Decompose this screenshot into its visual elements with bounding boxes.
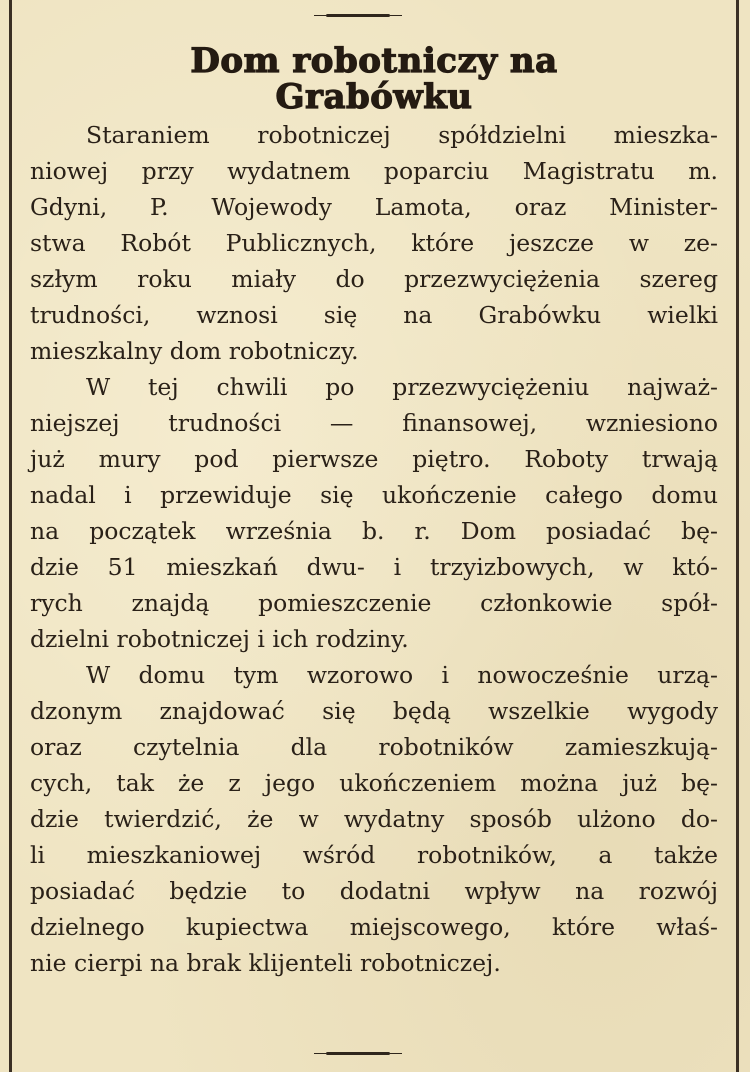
text-line: cych, tak że z jego ukończeniem można już bę- (30, 769, 718, 797)
text-line: Staraniem robotniczej spółdzielni mieszka- (86, 121, 718, 149)
headline-line-2: Grabówku (275, 77, 473, 117)
text-line: dzonym znajdować się będą wszelkie wygody (30, 697, 718, 725)
text-line: niowej przy wydatnem poparciu Magistratu m. (30, 157, 718, 185)
text-line: oraz czytelnia dla robotników zamieszkują- (30, 733, 718, 761)
top-ornament-divider (326, 14, 390, 17)
bottom-ornament-divider (326, 1052, 390, 1055)
text-line: dzie twierdzić, że w wydatny sposób ulżono do- (30, 805, 718, 833)
text-line: W domu tym wzorowo i nowocześnie urzą- (86, 661, 718, 689)
text-line: posiadać będzie to dodatni wpływ na rozwój (30, 877, 718, 905)
text-line: na początek września b. r. Dom posiadać bę- (30, 517, 718, 545)
text-line: dzie 51 mieszkań dwu- i trzyizbowych, w któ- (30, 553, 718, 581)
text-line: nie cierpi na brak klijenteli robotniczej. (30, 949, 501, 977)
headline-line-1: Dom robotniczy na (190, 41, 558, 81)
text-line: li mieszkaniowej wśród robotników, a także (30, 841, 718, 869)
text-line: stwa Robót Publicznych, które jeszcze w ze- (30, 229, 718, 257)
text-line: już mury pod pierwsze piętro. Roboty trwają (30, 445, 718, 473)
column-rule-left (9, 0, 12, 1072)
text-line: mieszkalny dom robotniczy. (30, 337, 359, 365)
text-line: szłym roku miały do przezwyciężenia szereg (30, 265, 718, 293)
text-line: dzielnego kupiectwa miejscowego, które właś- (30, 913, 718, 941)
text-line: rych znajdą pomieszczenie członkowie spół- (30, 589, 718, 617)
text-line: Gdyni, P. Wojewody Lamota, oraz Minister- (30, 193, 718, 221)
text-line: nadal i przewiduje się ukończenie całego domu (30, 481, 718, 509)
text-line: dzielni robotniczej i ich rodziny. (30, 625, 409, 653)
column-rule-right (736, 0, 739, 1072)
text-line: trudności, wznosi się na Grabówku wielki (30, 301, 718, 329)
text-line: W tej chwili po przezwyciężeniu najważ- (86, 373, 718, 401)
text-line: niejszej trudności — finansowej, wzniesiono (30, 409, 718, 437)
